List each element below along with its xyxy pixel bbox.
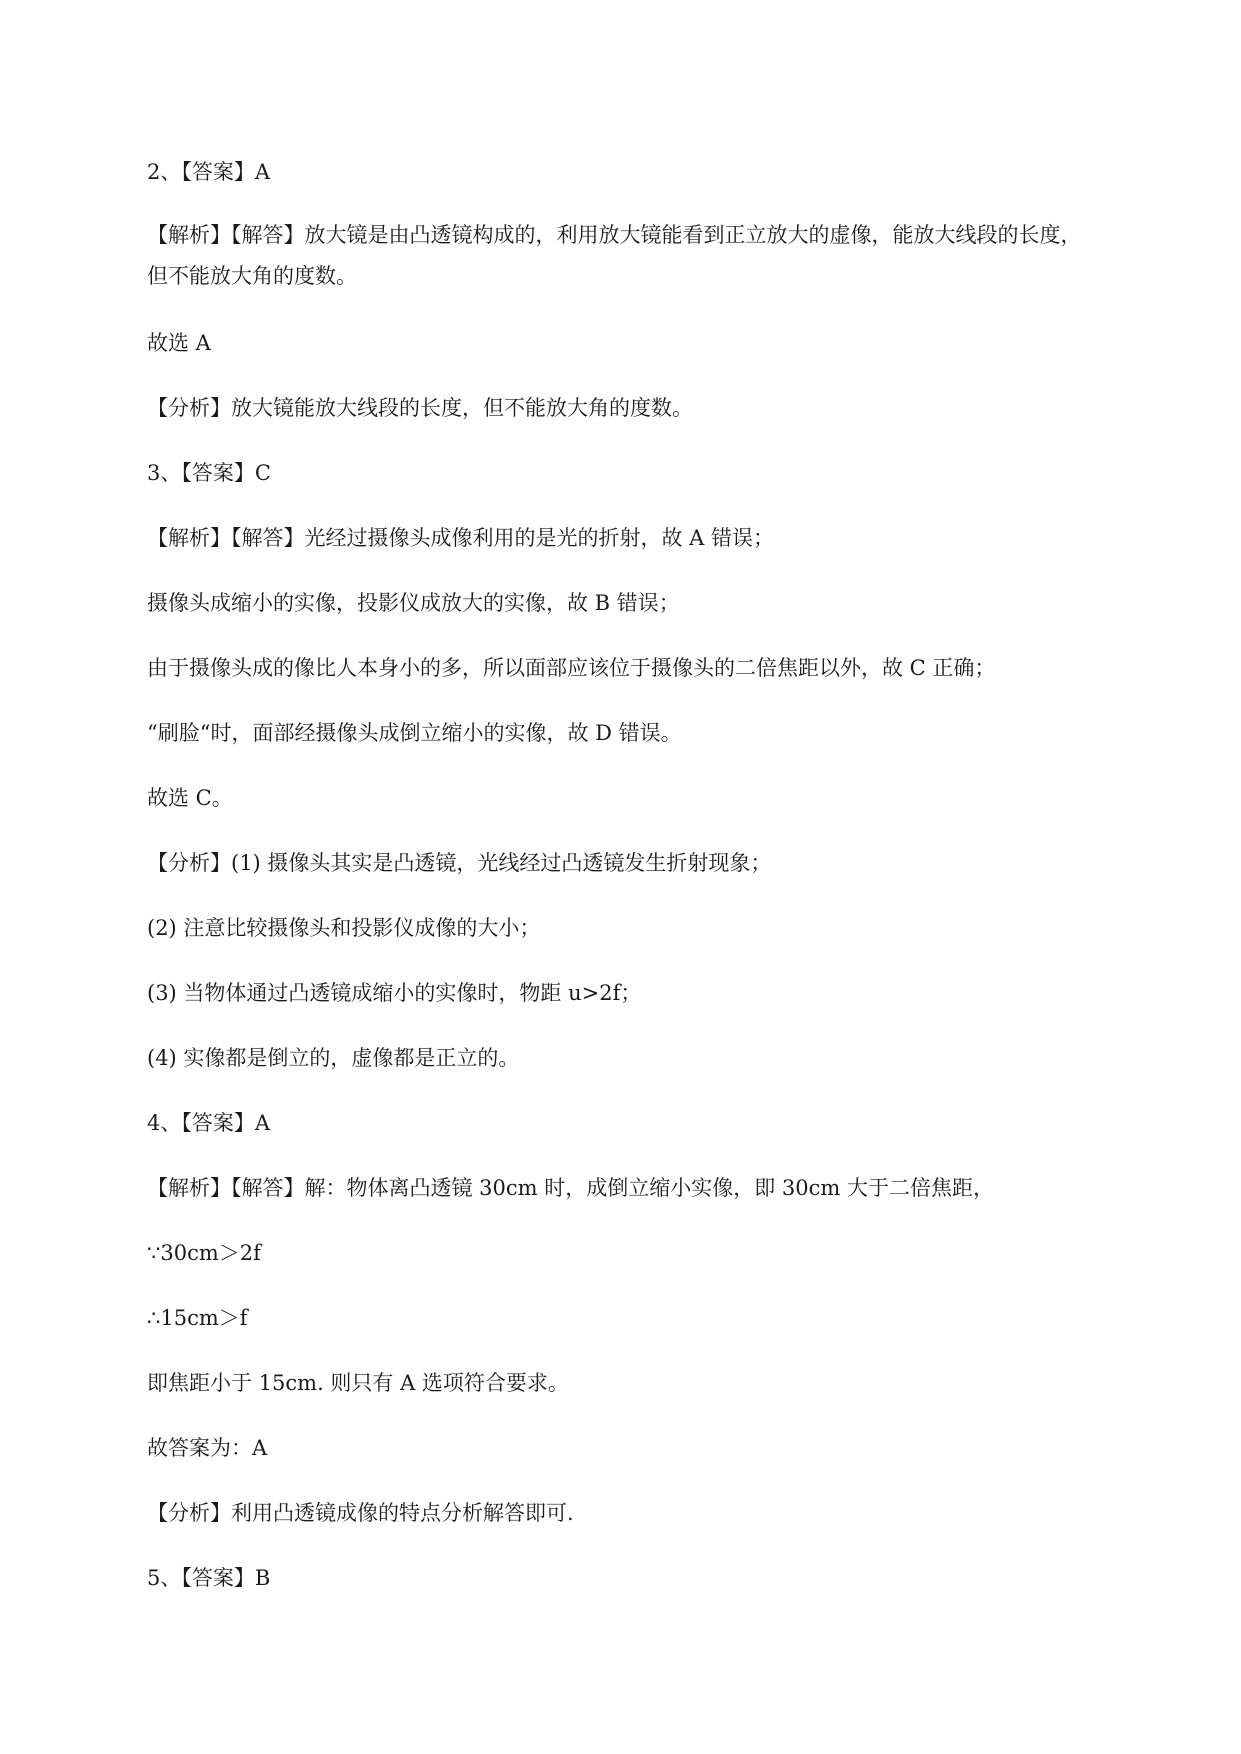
answer-2-explanation-line-2: 但不能放大角的度数。	[147, 264, 357, 288]
answer-2-analysis: 【分析】放大镜能放大线段的长度，但不能放大角的度数。	[147, 396, 693, 420]
answer-3-analysis-line-2: (2) 注意比较摄像头和投影仪成像的大小；	[147, 916, 541, 940]
answer-3-choice: 故选 C。	[147, 786, 233, 810]
answer-3-explanation-line-4: “刷脸“时，面部经摄像头成倒立缩小的实像，故 D 错误。	[147, 721, 682, 745]
answer-2-explanation-line-1: 【解析】【解答】放大镜是由凸透镜构成的，利用放大镜能看到正立放大的虚像，能放大线段的长度，	[147, 223, 1082, 247]
answer-2-heading: 2、【答案】A	[147, 160, 271, 184]
answer-3-explanation-line-1: 【解析】【解答】光经过摄像头成像利用的是光的折射，故 A 错误；	[147, 526, 775, 550]
answer-4-therefore-line: ∴15cm＞f	[147, 1306, 248, 1330]
answer-4-conclusion: 即焦距小于 15cm. 则只有 A 选项符合要求。	[147, 1371, 569, 1395]
answer-3-analysis-line-4: (4) 实像都是倒立的，虚像都是正立的。	[147, 1046, 520, 1070]
answer-3-heading: 3、【答案】C	[147, 461, 271, 485]
answer-4-analysis: 【分析】利用凸透镜成像的特点分析解答即可.	[147, 1501, 574, 1525]
answer-2-choice: 故选 A	[147, 331, 211, 355]
answer-4-because-line: ∵30cm＞2f	[147, 1241, 261, 1265]
answer-3-explanation-line-2: 摄像头成缩小的实像，投影仪成放大的实像，故 B 错误；	[147, 591, 680, 615]
answer-3-analysis-line-1: 【分析】(1) 摄像头其实是凸透镜，光线经过凸透镜发生折射现象；	[147, 851, 772, 875]
answer-4-heading: 4、【答案】A	[147, 1111, 271, 1135]
answer-4-explanation-line-1: 【解析】【解答】解：物体离凸透镜 30cm 时，成倒立缩小实像，即 30cm 大于二倍焦距，	[147, 1176, 994, 1200]
answer-3-explanation-line-3: 由于摄像头成的像比人本身小的多，所以面部应该位于摄像头的二倍焦距以外，故 C 正确；	[147, 656, 996, 680]
answer-3-analysis-line-3: (3) 当物体通过凸透镜成缩小的实像时，物距 u>2f；	[147, 981, 642, 1005]
answer-4-choice: 故答案为：A	[147, 1436, 268, 1460]
answer-5-heading: 5、【答案】B	[147, 1566, 271, 1590]
